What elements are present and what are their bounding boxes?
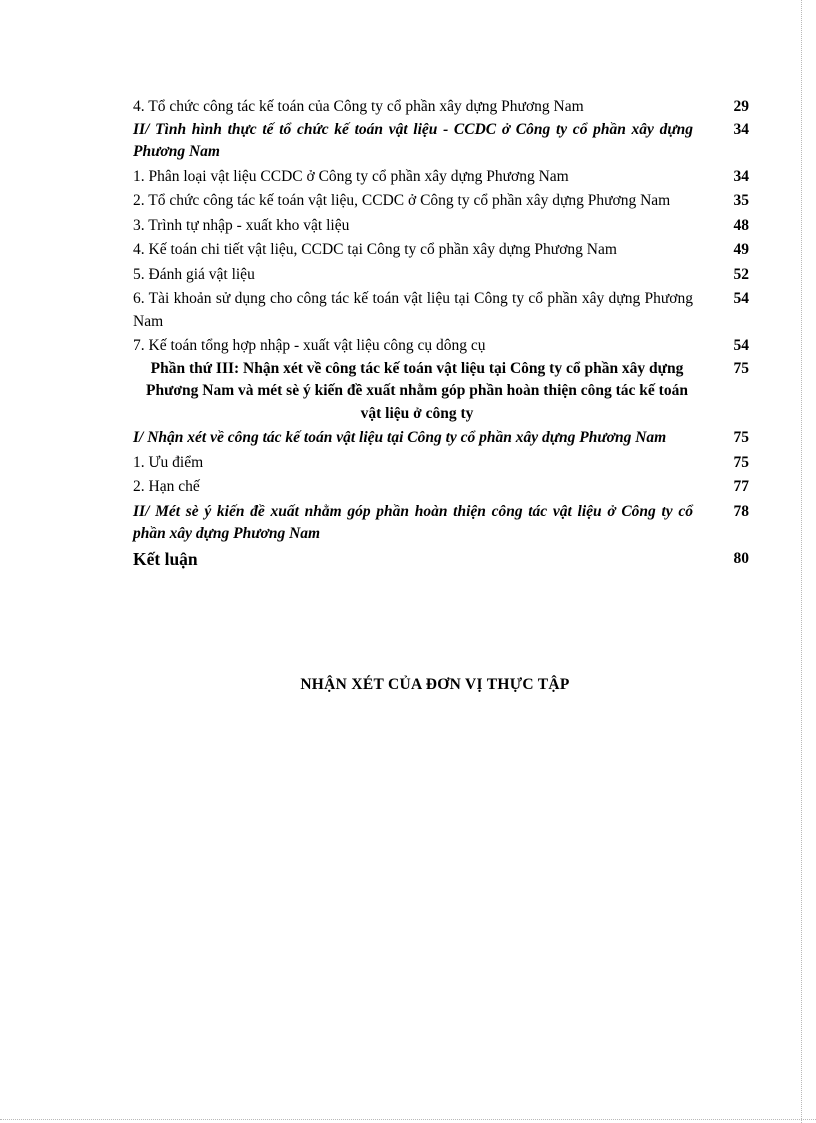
toc-entry-title: 5. Đánh giá vật liệu	[133, 265, 255, 283]
toc-entry-page: 34	[733, 167, 749, 185]
toc-entry-title: 2. Hạn chế	[133, 478, 200, 495]
toc-entry-page: 54	[733, 337, 749, 354]
toc-entry-page: 34	[733, 120, 749, 138]
toc-entry	[133, 264, 749, 287]
toc-entry-page: 48	[733, 216, 749, 234]
toc-entry-page: 75	[733, 429, 749, 446]
section-heading: NHẬN XÉT CỦA ĐƠN VỊ THỰC TẬP	[300, 676, 570, 693]
toc-entry-title: 2. Tổ chức công tác kế toán vật liệu, CCDC ở Công ty cổ phần xây dựng Phương Nam	[133, 192, 671, 209]
toc-entry-title: II/ Tình hình thực tế tổ chức kế toán vật liệu - CCDC ở Công ty cổ phần xây dựng Phương Nam	[133, 120, 693, 160]
toc-entry-title: 4. Kế toán chi tiết vật liệu, CCDC tại Công ty cổ phần xây dựng Phương Nam	[133, 241, 617, 258]
toc-entry-title: II/ Mét sè ý kiến đề xuất nhằm góp phần hoàn thiện công tác vật liệu ở Công ty cổ phần xây dựng Phương Nam	[133, 502, 693, 542]
page-border-bottom	[0, 1119, 816, 1121]
toc-entry-page: 75	[733, 359, 749, 377]
toc-entry-page: 52	[733, 265, 749, 283]
toc-entry	[133, 96, 749, 119]
page-border-right	[801, 0, 803, 1123]
toc-entry-page: 75	[733, 453, 749, 471]
toc-entry	[133, 190, 749, 213]
toc-entry	[133, 452, 749, 475]
toc-entry-conclusion	[133, 546, 749, 572]
toc-entry-title: Phần thứ III: Nhận xét về công tác kế toán vật liệu tại Công ty cổ phần xây dựng Phương Nam và mét sè ý kiến đề xuất nhằm góp phần hoàn thiện công tác kế toán vật liệu ở công ty	[146, 359, 688, 422]
toc-entry-title: 4. Tổ chức công tác kế toán của Công ty cổ phần xây dựng Phương Nam	[133, 98, 584, 115]
toc-entry-title: 3. Trình tự nhập - xuất kho vật liệu	[133, 216, 350, 234]
table-of-contents	[133, 96, 749, 572]
toc-entry-page: 29	[733, 98, 749, 115]
toc-entry	[133, 335, 749, 358]
toc-entry-title: Kết luận	[133, 548, 198, 569]
toc-entry-page: 80	[733, 549, 749, 567]
toc-entry	[133, 288, 749, 333]
toc-entry-title: 1. Ưu điểm	[133, 453, 204, 471]
toc-entry-page: 54	[733, 290, 749, 307]
toc-entry-part	[133, 358, 749, 426]
toc-entry-page: 78	[733, 502, 749, 520]
toc-entry	[133, 166, 749, 189]
toc-entry-page: 77	[733, 478, 749, 495]
toc-entry-title: 6. Tài khoản sử dụng cho công tác kế toán vật liệu tại Công ty cổ phần xây dựng Phương Nam	[133, 290, 693, 330]
toc-entry-page: 35	[733, 192, 749, 209]
toc-entry-title: 1. Phân loại vật liệu CCDC ở Công ty cổ phần xây dựng Phương Nam	[133, 167, 569, 185]
toc-entry	[133, 427, 749, 450]
toc-entry-title: I/ Nhận xét về công tác kế toán vật liệu tại Công ty cổ phần xây dựng Phương Nam	[133, 429, 667, 446]
toc-entry	[133, 476, 749, 499]
toc-entry	[133, 501, 749, 546]
toc-entry	[133, 119, 749, 164]
toc-entry-page: 49	[733, 241, 749, 258]
toc-entry	[133, 215, 749, 238]
toc-entry	[133, 239, 749, 262]
toc-entry-title: 7. Kế toán tổng hợp nhập - xuất vật liệu công cụ dông cụ	[133, 337, 486, 354]
